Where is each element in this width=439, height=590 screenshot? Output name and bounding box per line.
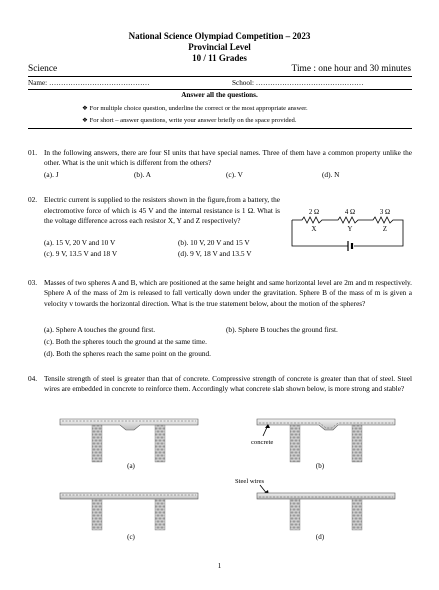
concrete-slab — [257, 419, 395, 430]
option-d[interactable]: (d). N — [322, 170, 340, 179]
option-c[interactable]: (c). V — [226, 170, 243, 179]
resistor-value-label: 4 Ω — [344, 209, 356, 216]
option-c[interactable]: (c). 9 V, 13.5 V and 18 V — [44, 249, 118, 258]
bullet-icon: ❖ — [82, 117, 88, 124]
concrete-slab-figures — [0, 412, 439, 552]
brick-pillar — [290, 499, 300, 530]
brick-pillar — [92, 425, 102, 462]
brick-pillar — [352, 425, 362, 462]
resistor-name-label: Z — [382, 226, 388, 233]
page-number: 1 — [217, 562, 222, 570]
option-b[interactable]: (b). 10 V, 20 V and 15 V — [178, 238, 250, 247]
steel-wires-annotation: Steel wires — [235, 478, 265, 485]
instructions-divider — [28, 128, 412, 129]
name-divider — [28, 89, 412, 90]
resistor-name-label: Y — [347, 226, 353, 233]
resistor-value-label: 3 Ω — [379, 209, 391, 216]
question-number: 03. — [28, 278, 38, 287]
concrete-slab — [60, 493, 198, 499]
option-a[interactable]: (a). J — [44, 170, 59, 179]
header-divider — [28, 76, 412, 77]
resistor-value-label: 2 Ω — [308, 209, 320, 216]
concrete-slab — [257, 493, 395, 499]
brick-pillar — [352, 499, 362, 530]
question-number: 04. — [28, 374, 38, 383]
brick-pillar — [155, 499, 165, 530]
option-b[interactable]: (b). A — [134, 170, 152, 179]
instruction-item: ❖ For short – answer questions, write your answer briefly on the space provided. — [82, 117, 297, 124]
time-label: Time : one hour and 30 minutes — [291, 64, 411, 74]
option-d[interactable]: (d). Both the spheres reach the same point on the ground. — [44, 349, 211, 358]
circuit-diagram — [290, 200, 406, 260]
option-d[interactable]: (d). 9 V, 18 V and 13.5 V — [178, 249, 252, 258]
question-text: Tensile strength of steel is greater than that of concrete. Compressive strength of concrete is greater than that of steel. Steel wires are embedded in concrete to reinforce them. Accordingly what concrete slab shown below, is more strong and stable? — [44, 374, 412, 394]
question-text: In the following answers, there are four SI units that have special names. Three of them have a common property unlike the other. What is the unit which is different from the others? — [44, 148, 412, 168]
exam-grades: 10 / 11 Grades — [192, 53, 247, 63]
question-text: Masses of two spheres A and B, which are positioned at the same height and same horizontal level are 2m and m respectively. Sphere A of the mass of 2m is released to fall vertically down under the gravitation. Sphere B of the mass of m is given a velocity v towards the horizontal direction. What is the true statement below, about the motion of the spheres? — [44, 278, 412, 308]
exam-level: Provincial Level — [188, 42, 251, 52]
question-number: 01. — [28, 148, 38, 157]
figure-label: (a) — [127, 462, 135, 470]
figure-b — [251, 419, 395, 470]
exam-title: National Science Olympiad Competition – 2023 — [128, 31, 311, 41]
instruction-item: ❖ For multiple choice question, underline the correct or the most appropriate answer. — [82, 105, 308, 112]
figure-label: (b) — [315, 462, 325, 470]
resistor-name-label: X — [311, 226, 317, 233]
brick-pillar — [92, 499, 102, 530]
bullet-icon: ❖ — [82, 105, 88, 112]
question-text: Electric current is supplied to the resisters shown in the figure,from a battery, the electromotive force of which is 45 V and the internal resistance is 1 Ω. What is the voltage difference across each resistor X, Y and Z respectively? — [44, 195, 280, 226]
option-a[interactable]: (a). 15 V, 20 V and 10 V — [44, 238, 116, 247]
subject-label: Science — [28, 64, 58, 74]
figure-label: (d) — [315, 533, 325, 541]
figure-c — [60, 493, 198, 541]
school-field[interactable]: School: ……………………………………… — [232, 79, 364, 87]
option-b[interactable]: (b). Sphere B touches the ground first. — [226, 325, 338, 334]
brick-pillar — [290, 425, 300, 462]
option-a[interactable]: (a). Sphere A touches the ground first. — [44, 325, 156, 334]
circuit-wire — [292, 220, 348, 246]
figure-d — [235, 478, 395, 541]
concrete-slab — [60, 419, 198, 430]
option-c[interactable]: (c). Both the spheres touch the ground at the same time. — [44, 337, 207, 346]
figure-a — [60, 419, 198, 470]
figure-label: (c) — [127, 533, 135, 541]
instructions-heading: Answer all the questions. — [181, 91, 258, 99]
name-field[interactable]: Name: …………………………………… — [28, 79, 150, 87]
concrete-annotation: concrete — [251, 439, 274, 446]
brick-pillar — [155, 425, 165, 462]
question-number: 02. — [28, 195, 38, 204]
